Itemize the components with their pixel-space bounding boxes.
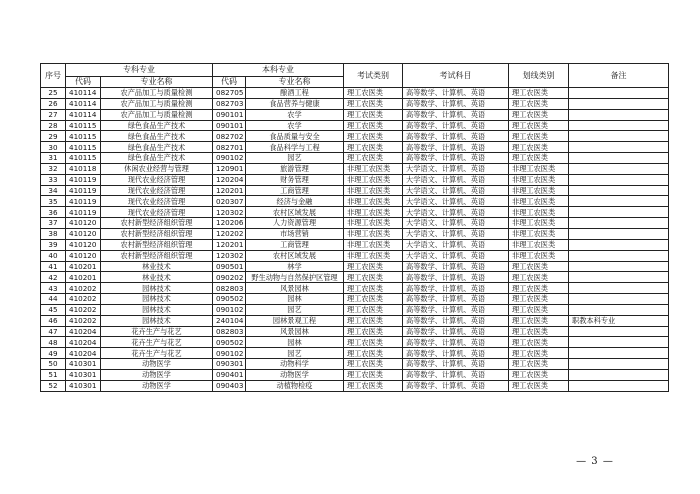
- cell-line-type: 理工农医类: [509, 109, 569, 120]
- cell-seq: 27: [41, 109, 66, 120]
- cell-exam-type: 非理工农医类: [344, 207, 403, 218]
- cell-bk-code: 120204: [213, 174, 246, 185]
- cell-exam-type: 理工农医类: [344, 88, 403, 99]
- cell-zk-name: 农产品加工与质量检测: [101, 88, 213, 99]
- cell-seq: 49: [41, 348, 66, 359]
- cell-seq: 41: [41, 261, 66, 272]
- cell-bk-code: 120206: [213, 218, 246, 229]
- cell-bk-code: 090101: [213, 109, 246, 120]
- cell-bk-name: 市场营销: [246, 228, 344, 239]
- table-row: [41, 98, 669, 109]
- cell-bk-name: 风景园林: [246, 326, 344, 337]
- cell-seq: 26: [41, 98, 66, 109]
- cell-seq: 44: [41, 294, 66, 305]
- cell-subjects: 高等数学、计算机、英语: [403, 120, 509, 131]
- cell-exam-type: 理工农医类: [344, 120, 403, 131]
- cell-zk-name: 园林技术: [101, 315, 213, 326]
- cell-line-type: 理工农医类: [509, 369, 569, 380]
- cell-exam-type: 理工农医类: [344, 359, 403, 370]
- cell-line-type: 非理工农医类: [509, 207, 569, 218]
- cell-line-type: 非理工农医类: [509, 250, 569, 261]
- cell-bk-code: 090301: [213, 359, 246, 370]
- cell-seq: 34: [41, 185, 66, 196]
- cell-exam-type: 理工农医类: [344, 109, 403, 120]
- cell-line-type: 理工农医类: [509, 380, 569, 391]
- cell-zk-code: 410119: [66, 207, 101, 218]
- cell-remark: [569, 142, 669, 153]
- cell-bk-code: 082701: [213, 142, 246, 153]
- page-number: — 3 —: [576, 456, 614, 467]
- cell-zk-name: 绿色食品生产技术: [101, 153, 213, 164]
- cell-remark: [569, 250, 669, 261]
- cell-exam-type: 非理工农医类: [344, 185, 403, 196]
- cell-exam-type: 非理工农医类: [344, 174, 403, 185]
- cell-subjects: 高等数学、计算机、英语: [403, 131, 509, 142]
- cell-seq: 28: [41, 120, 66, 131]
- cell-bk-name: 经济与金融: [246, 196, 344, 207]
- header-seq: 序号: [41, 64, 66, 88]
- cell-remark: [569, 228, 669, 239]
- cell-line-type: 理工农医类: [509, 283, 569, 294]
- cell-subjects: 高等数学、计算机、英语: [403, 337, 509, 348]
- cell-subjects: 大学语文、计算机、英语: [403, 196, 509, 207]
- cell-bk-code: 090502: [213, 337, 246, 348]
- cell-bk-code: 120202: [213, 228, 246, 239]
- cell-subjects: 高等数学、计算机、英语: [403, 283, 509, 294]
- cell-bk-code: 082705: [213, 88, 246, 99]
- cell-bk-name: 林学: [246, 261, 344, 272]
- cell-bk-name: 农学: [246, 120, 344, 131]
- header-benke: 本科专业: [213, 64, 344, 77]
- cell-zk-name: 农产品加工与质量检测: [101, 98, 213, 109]
- cell-exam-type: 理工农医类: [344, 98, 403, 109]
- cell-remark: [569, 326, 669, 337]
- table-row: [41, 369, 669, 380]
- cell-exam-type: 非理工农医类: [344, 163, 403, 174]
- cell-zk-code: 410301: [66, 359, 101, 370]
- cell-zk-code: 410114: [66, 98, 101, 109]
- cell-remark: [569, 218, 669, 229]
- table-header: [41, 64, 669, 88]
- cell-seq: 29: [41, 131, 66, 142]
- cell-bk-name: 人力资源管理: [246, 218, 344, 229]
- cell-zk-name: 林业技术: [101, 272, 213, 283]
- cell-subjects: 大学语文、计算机、英语: [403, 218, 509, 229]
- cell-bk-name: 园林: [246, 294, 344, 305]
- cell-line-type: 理工农医类: [509, 304, 569, 315]
- table-row: [41, 142, 669, 153]
- cell-bk-code: 090501: [213, 261, 246, 272]
- cell-zk-code: 410201: [66, 261, 101, 272]
- table-body: [41, 88, 669, 392]
- cell-subjects: 大学语文、计算机、英语: [403, 174, 509, 185]
- cell-seq: 39: [41, 239, 66, 250]
- cell-subjects: 大学语文、计算机、英语: [403, 239, 509, 250]
- cell-remark: [569, 120, 669, 131]
- cell-line-type: 非理工农医类: [509, 218, 569, 229]
- cell-bk-code: 082803: [213, 283, 246, 294]
- cell-subjects: 高等数学、计算机、英语: [403, 272, 509, 283]
- cell-zk-code: 410120: [66, 218, 101, 229]
- cell-subjects: 大学语文、计算机、英语: [403, 207, 509, 218]
- cell-subjects: 高等数学、计算机、英语: [403, 369, 509, 380]
- cell-exam-type: 非理工农医类: [344, 228, 403, 239]
- cell-zk-name: 现代农业经济管理: [101, 174, 213, 185]
- cell-line-type: 非理工农医类: [509, 196, 569, 207]
- cell-zk-name: 绿色食品生产技术: [101, 131, 213, 142]
- cell-subjects: 高等数学、计算机、英语: [403, 326, 509, 337]
- cell-seq: 37: [41, 218, 66, 229]
- cell-remark: [569, 163, 669, 174]
- cell-zk-code: 410115: [66, 131, 101, 142]
- cell-line-type: 理工农医类: [509, 337, 569, 348]
- cell-line-type: 理工农医类: [509, 348, 569, 359]
- cell-zk-name: 农产品加工与质量检测: [101, 109, 213, 120]
- major-mapping-table: [40, 63, 669, 392]
- table-row: [41, 326, 669, 337]
- cell-exam-type: 理工农医类: [344, 294, 403, 305]
- cell-subjects: 大学语文、计算机、英语: [403, 163, 509, 174]
- cell-bk-name: 园艺: [246, 348, 344, 359]
- table-row: [41, 120, 669, 131]
- cell-exam-type: 理工农医类: [344, 337, 403, 348]
- cell-line-type: 理工农医类: [509, 359, 569, 370]
- cell-zk-name: 农村新型经济组织管理: [101, 250, 213, 261]
- cell-line-type: 非理工农医类: [509, 228, 569, 239]
- cell-line-type: 非理工农医类: [509, 163, 569, 174]
- cell-zk-code: 410118: [66, 163, 101, 174]
- cell-bk-code: 090102: [213, 348, 246, 359]
- cell-zk-code: 410301: [66, 380, 101, 391]
- cell-bk-name: 动物医学: [246, 369, 344, 380]
- cell-line-type: 非理工农医类: [509, 174, 569, 185]
- cell-subjects: 高等数学、计算机、英语: [403, 294, 509, 305]
- cell-bk-name: 食品科学与工程: [246, 142, 344, 153]
- cell-zk-code: 410204: [66, 348, 101, 359]
- cell-zk-code: 410201: [66, 272, 101, 283]
- cell-zk-code: 410114: [66, 88, 101, 99]
- table-row: [41, 337, 669, 348]
- cell-line-type: 理工农医类: [509, 326, 569, 337]
- table-row: [41, 207, 669, 218]
- cell-zk-code: 410202: [66, 315, 101, 326]
- cell-seq: 42: [41, 272, 66, 283]
- cell-remark: [569, 272, 669, 283]
- cell-remark: [569, 283, 669, 294]
- cell-zk-name: 林业技术: [101, 261, 213, 272]
- cell-bk-code: 082702: [213, 131, 246, 142]
- cell-subjects: 高等数学、计算机、英语: [403, 109, 509, 120]
- cell-bk-code: 090502: [213, 294, 246, 305]
- cell-remark: [569, 294, 669, 305]
- cell-seq: 40: [41, 250, 66, 261]
- cell-line-type: 非理工农医类: [509, 239, 569, 250]
- table-row: [41, 153, 669, 164]
- cell-zk-name: 绿色食品生产技术: [101, 142, 213, 153]
- cell-seq: 48: [41, 337, 66, 348]
- cell-zk-code: 410119: [66, 174, 101, 185]
- table-row: [41, 294, 669, 305]
- cell-zk-code: 410114: [66, 109, 101, 120]
- cell-zk-code: 410301: [66, 369, 101, 380]
- cell-zk-code: 410115: [66, 120, 101, 131]
- cell-seq: 43: [41, 283, 66, 294]
- cell-bk-code: 090401: [213, 369, 246, 380]
- cell-bk-code: 090101: [213, 120, 246, 131]
- table-row: [41, 304, 669, 315]
- header-remark: 备注: [569, 64, 669, 88]
- cell-seq: 50: [41, 359, 66, 370]
- cell-zk-code: 410120: [66, 250, 101, 261]
- cell-line-type: 理工农医类: [509, 272, 569, 283]
- cell-remark: 职教本科专业: [569, 315, 669, 326]
- table-row: [41, 359, 669, 370]
- cell-zk-name: 休闲农业经营与管理: [101, 163, 213, 174]
- table-row: [41, 380, 669, 391]
- cell-exam-type: 理工农医类: [344, 153, 403, 164]
- cell-subjects: 高等数学、计算机、英语: [403, 261, 509, 272]
- cell-zk-code: 410115: [66, 153, 101, 164]
- cell-bk-name: 食品营养与健康: [246, 98, 344, 109]
- cell-zk-name: 花卉生产与花艺: [101, 326, 213, 337]
- cell-zk-code: 410115: [66, 142, 101, 153]
- cell-subjects: 高等数学、计算机、英语: [403, 304, 509, 315]
- cell-exam-type: 理工农医类: [344, 142, 403, 153]
- cell-zk-name: 现代农业经济管理: [101, 196, 213, 207]
- cell-line-type: 理工农医类: [509, 88, 569, 99]
- cell-bk-name: 农学: [246, 109, 344, 120]
- cell-exam-type: 非理工农医类: [344, 250, 403, 261]
- cell-bk-name: 旅游管理: [246, 163, 344, 174]
- table-row: [41, 174, 669, 185]
- table-row: [41, 272, 669, 283]
- header-line-type: 划线类别: [509, 64, 569, 88]
- cell-zk-name: 农村新型经济组织管理: [101, 218, 213, 229]
- table-row: [41, 163, 669, 174]
- header-zk-name: 专业名称: [101, 77, 213, 88]
- cell-zk-name: 动物医学: [101, 369, 213, 380]
- cell-seq: 25: [41, 88, 66, 99]
- cell-remark: [569, 174, 669, 185]
- cell-line-type: 非理工农医类: [509, 185, 569, 196]
- cell-zk-name: 园林技术: [101, 294, 213, 305]
- table-row: [41, 348, 669, 359]
- cell-subjects: 高等数学、计算机、英语: [403, 153, 509, 164]
- cell-exam-type: 理工农医类: [344, 304, 403, 315]
- cell-zk-name: 现代农业经济管理: [101, 207, 213, 218]
- cell-zk-code: 410202: [66, 294, 101, 305]
- cell-subjects: 高等数学、计算机、英语: [403, 142, 509, 153]
- cell-remark: [569, 359, 669, 370]
- cell-subjects: 大学语文、计算机、英语: [403, 228, 509, 239]
- header-zk-code: 代码: [66, 77, 101, 88]
- cell-bk-code: 082803: [213, 326, 246, 337]
- cell-bk-name: 农村区域发展: [246, 250, 344, 261]
- cell-line-type: 理工农医类: [509, 294, 569, 305]
- cell-bk-name: 园林景观工程: [246, 315, 344, 326]
- cell-remark: [569, 196, 669, 207]
- cell-bk-name: 食品质量与安全: [246, 131, 344, 142]
- cell-remark: [569, 261, 669, 272]
- cell-bk-code: 090102: [213, 153, 246, 164]
- cell-bk-code: 120201: [213, 185, 246, 196]
- table-row: [41, 88, 669, 99]
- cell-seq: 46: [41, 315, 66, 326]
- cell-seq: 36: [41, 207, 66, 218]
- cell-exam-type: 理工农医类: [344, 131, 403, 142]
- cell-zk-code: 410202: [66, 283, 101, 294]
- cell-seq: 32: [41, 163, 66, 174]
- cell-seq: 52: [41, 380, 66, 391]
- cell-line-type: 理工农医类: [509, 142, 569, 153]
- header-bk-name: 专业名称: [246, 77, 344, 88]
- cell-exam-type: 理工农医类: [344, 283, 403, 294]
- cell-exam-type: 理工农医类: [344, 326, 403, 337]
- header-zhuanke: 专科专业: [66, 64, 213, 77]
- cell-remark: [569, 88, 669, 99]
- cell-line-type: 理工农医类: [509, 315, 569, 326]
- cell-bk-code: 120901: [213, 163, 246, 174]
- table-row: [41, 196, 669, 207]
- cell-exam-type: 理工农医类: [344, 380, 403, 391]
- cell-bk-name: 工商管理: [246, 239, 344, 250]
- cell-subjects: 大学语文、计算机、英语: [403, 185, 509, 196]
- cell-zk-code: 410119: [66, 185, 101, 196]
- cell-bk-code: 120302: [213, 250, 246, 261]
- cell-subjects: 高等数学、计算机、英语: [403, 359, 509, 370]
- cell-exam-type: 非理工农医类: [344, 239, 403, 250]
- cell-remark: [569, 304, 669, 315]
- cell-bk-name: 酿酒工程: [246, 88, 344, 99]
- cell-exam-type: 理工农医类: [344, 369, 403, 380]
- cell-bk-name: 工商管理: [246, 185, 344, 196]
- header-bk-code: 代码: [213, 77, 246, 88]
- cell-bk-name: 野生动物与自然保护区管理: [246, 272, 344, 283]
- cell-line-type: 理工农医类: [509, 98, 569, 109]
- cell-seq: 47: [41, 326, 66, 337]
- cell-remark: [569, 131, 669, 142]
- cell-bk-code: 090102: [213, 304, 246, 315]
- cell-seq: 45: [41, 304, 66, 315]
- cell-zk-name: 农村新型经济组织管理: [101, 228, 213, 239]
- cell-bk-name: 财务管理: [246, 174, 344, 185]
- cell-subjects: 高等数学、计算机、英语: [403, 88, 509, 99]
- cell-zk-name: 动物医学: [101, 380, 213, 391]
- cell-zk-name: 绿色食品生产技术: [101, 120, 213, 131]
- cell-exam-type: 非理工农医类: [344, 218, 403, 229]
- cell-zk-name: 园林技术: [101, 283, 213, 294]
- cell-line-type: 理工农医类: [509, 261, 569, 272]
- cell-zk-code: 410204: [66, 337, 101, 348]
- cell-remark: [569, 185, 669, 196]
- table-row: [41, 261, 669, 272]
- cell-zk-name: 花卉生产与花艺: [101, 348, 213, 359]
- table-row: [41, 228, 669, 239]
- cell-zk-code: 410202: [66, 304, 101, 315]
- cell-remark: [569, 153, 669, 164]
- cell-zk-code: 410119: [66, 196, 101, 207]
- table-row: [41, 315, 669, 326]
- cell-remark: [569, 207, 669, 218]
- cell-subjects: 高等数学、计算机、英语: [403, 98, 509, 109]
- cell-remark: [569, 380, 669, 391]
- table-row: [41, 185, 669, 196]
- table-row: [41, 239, 669, 250]
- table-row: [41, 131, 669, 142]
- cell-bk-name: 园艺: [246, 304, 344, 315]
- cell-seq: 31: [41, 153, 66, 164]
- cell-subjects: 高等数学、计算机、英语: [403, 348, 509, 359]
- cell-zk-name: 现代农业经济管理: [101, 185, 213, 196]
- cell-exam-type: 理工农医类: [344, 272, 403, 283]
- table-row: [41, 283, 669, 294]
- cell-line-type: 理工农医类: [509, 153, 569, 164]
- cell-remark: [569, 369, 669, 380]
- cell-seq: 38: [41, 228, 66, 239]
- cell-seq: 35: [41, 196, 66, 207]
- cell-subjects: 大学语文、计算机、英语: [403, 250, 509, 261]
- cell-exam-type: 理工农医类: [344, 315, 403, 326]
- cell-bk-code: 020307: [213, 196, 246, 207]
- cell-seq: 30: [41, 142, 66, 153]
- cell-line-type: 理工农医类: [509, 131, 569, 142]
- header-exam-subjects: 考试科目: [403, 64, 509, 88]
- cell-bk-code: 120201: [213, 239, 246, 250]
- cell-exam-type: 非理工农医类: [344, 196, 403, 207]
- table-row: [41, 250, 669, 261]
- cell-remark: [569, 348, 669, 359]
- cell-bk-name: 动植物检疫: [246, 380, 344, 391]
- cell-bk-name: 园林: [246, 337, 344, 348]
- cell-bk-name: 农村区域发展: [246, 207, 344, 218]
- cell-zk-name: 园林技术: [101, 304, 213, 315]
- cell-exam-type: 理工农医类: [344, 261, 403, 272]
- cell-bk-code: 090403: [213, 380, 246, 391]
- cell-bk-name: 动物科学: [246, 359, 344, 370]
- cell-bk-code: 240104: [213, 315, 246, 326]
- cell-bk-name: 园艺: [246, 153, 344, 164]
- cell-zk-code: 410120: [66, 239, 101, 250]
- cell-remark: [569, 337, 669, 348]
- cell-bk-code: 082703: [213, 98, 246, 109]
- table-row: [41, 109, 669, 120]
- cell-remark: [569, 109, 669, 120]
- cell-remark: [569, 98, 669, 109]
- cell-line-type: 理工农医类: [509, 120, 569, 131]
- cell-zk-code: 410120: [66, 228, 101, 239]
- cell-zk-name: 动物医学: [101, 359, 213, 370]
- cell-zk-code: 410204: [66, 326, 101, 337]
- cell-remark: [569, 239, 669, 250]
- cell-seq: 51: [41, 369, 66, 380]
- cell-subjects: 高等数学、计算机、英语: [403, 380, 509, 391]
- cell-subjects: 高等数学、计算机、英语: [403, 315, 509, 326]
- cell-bk-code: 120302: [213, 207, 246, 218]
- cell-seq: 33: [41, 174, 66, 185]
- cell-bk-name: 风景园林: [246, 283, 344, 294]
- cell-exam-type: 理工农医类: [344, 348, 403, 359]
- header-exam-type: 考试类别: [344, 64, 403, 88]
- cell-zk-name: 农村新型经济组织管理: [101, 239, 213, 250]
- cell-zk-name: 花卉生产与花艺: [101, 337, 213, 348]
- cell-bk-code: 090202: [213, 272, 246, 283]
- table-row: [41, 218, 669, 229]
